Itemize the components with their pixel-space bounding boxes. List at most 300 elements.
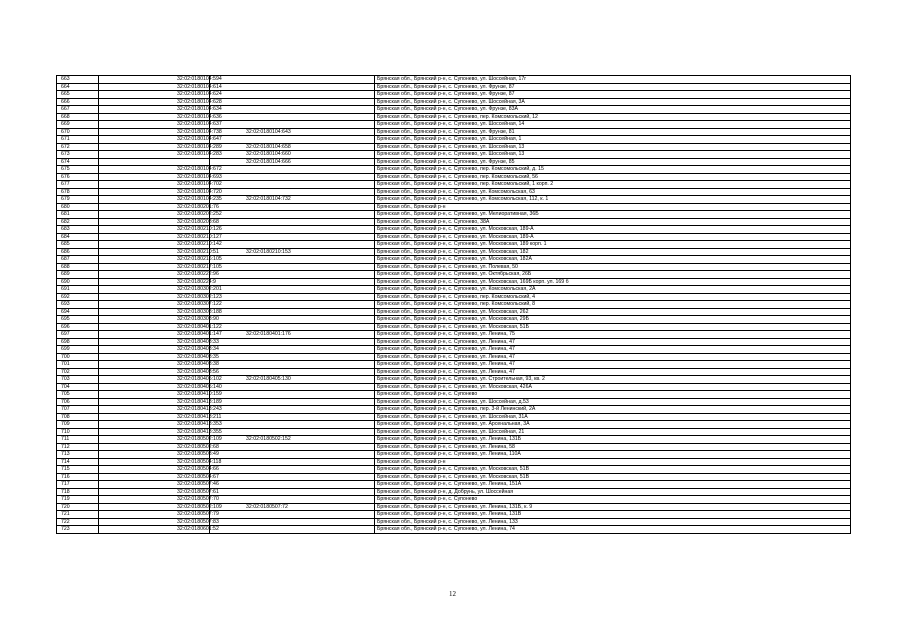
row-number-cell: 667 bbox=[57, 106, 99, 114]
cadastral-number-cell: 32:02:0180210:126 bbox=[99, 226, 210, 234]
table-row bbox=[57, 196, 851, 204]
address-cell: Брянская обл., Брянский р-н bbox=[375, 203, 851, 211]
row-number-cell: 665 bbox=[57, 91, 99, 99]
table-row bbox=[57, 428, 851, 436]
address-cell: Брянская обл., Брянский р-н, с. Супонево, ул. Московская, 426А bbox=[375, 383, 851, 391]
row-number-cell: 684 bbox=[57, 233, 99, 241]
row-number-cell: 691 bbox=[57, 286, 99, 294]
cadastral-number-cell: 32:02:0180403:56 bbox=[99, 368, 210, 376]
address-cell: Брянская обл., Брянский р-н, с. Супонево, ул. Фрунзе, 85 bbox=[375, 158, 851, 166]
table-row bbox=[57, 308, 851, 316]
table-row bbox=[57, 316, 851, 324]
address-cell: Брянская обл., Брянский р-н, с. Супонево bbox=[375, 391, 851, 399]
row-number-cell: 706 bbox=[57, 398, 99, 406]
table-row bbox=[57, 436, 851, 444]
row-number-cell: 692 bbox=[57, 293, 99, 301]
cadastral-number-cell: 32:02:0180104:594 bbox=[99, 76, 210, 84]
previous-number-cell bbox=[210, 428, 375, 436]
previous-number-cell bbox=[210, 451, 375, 459]
address-cell: Брянская обл., Брянский р-н, с. Супонево, ул. Ленина, 151А bbox=[375, 481, 851, 489]
row-number-cell: 681 bbox=[57, 211, 99, 219]
cadastral-number-cell: 32:02:0180104:702 bbox=[99, 181, 210, 189]
previous-number-cell: 32:02:0180401:176 bbox=[210, 331, 375, 339]
address-cell: Брянская обл., Брянский р-н, с. Супонево, ул. Шоссейная, 13 bbox=[375, 151, 851, 159]
address-cell: Брянская обл., Брянский р-н, с. Супонево, пер. Комсомольский, 1 корп. 2 bbox=[375, 181, 851, 189]
previous-number-cell bbox=[210, 511, 375, 519]
previous-number-cell bbox=[210, 226, 375, 234]
cadastral-number-cell: 32:02:0180401:122 bbox=[99, 323, 210, 331]
cadastral-number-cell: 32:02:0180502:68 bbox=[99, 443, 210, 451]
cadastral-number-cell: 32:02:0180104:636 bbox=[99, 113, 210, 121]
previous-number-cell: 32:02:0180104:666 bbox=[210, 158, 375, 166]
address-cell: Брянская обл., Брянский р-н, с. Супонево, 38А bbox=[375, 218, 851, 226]
cadastral-number-cell: 32:02:0180216:105 bbox=[99, 256, 210, 264]
table-row bbox=[57, 218, 851, 226]
table-row bbox=[57, 128, 851, 136]
table-row bbox=[57, 406, 851, 414]
previous-number-cell bbox=[210, 211, 375, 219]
cadastral-number-cell: 32:02:0180413:243 bbox=[99, 406, 210, 414]
address-cell: Брянская обл., Брянский р-н, с. Супонево, ул. Московская, 182А bbox=[375, 256, 851, 264]
table-row bbox=[57, 136, 851, 144]
row-number-cell: 676 bbox=[57, 173, 99, 181]
table-row bbox=[57, 256, 851, 264]
address-cell: Брянская обл., Брянский р-н, с. Супонево, ул. Строительная, 93, кв. 2 bbox=[375, 376, 851, 384]
cadastral-number-cell: 32:02:0180302:201 bbox=[99, 286, 210, 294]
table-row bbox=[57, 488, 851, 496]
row-number-cell: 710 bbox=[57, 428, 99, 436]
table-body bbox=[57, 76, 851, 534]
cadastral-number-cell: 32:02:0180507:70 bbox=[99, 496, 210, 504]
previous-number-cell bbox=[210, 323, 375, 331]
cadastral-number-cell: 32:02:0180222:96 bbox=[99, 271, 210, 279]
previous-number-cell bbox=[210, 301, 375, 309]
previous-number-cell: 32:02:0180502:152 bbox=[210, 436, 375, 444]
previous-number-cell: 32:02:0180104:660 bbox=[210, 151, 375, 159]
address-cell: Брянская обл., Брянский р-н, с. Супонево, ул. Фрунзе, 87 bbox=[375, 91, 851, 99]
address-cell: Брянская обл., Брянский р-н, с. Супонево, ул. Ленина, 47 bbox=[375, 353, 851, 361]
row-number-cell: 715 bbox=[57, 466, 99, 474]
row-number-cell: 663 bbox=[57, 76, 99, 84]
table-row bbox=[57, 158, 851, 166]
cadastral-number-cell: 32:02:0180405:140 bbox=[99, 383, 210, 391]
cadastral-number-cell: 32:02:0180104:720 bbox=[99, 188, 210, 196]
row-number-cell: 670 bbox=[57, 128, 99, 136]
cadastral-number-cell: 32:02:0180413:189 bbox=[99, 398, 210, 406]
row-number-cell: 713 bbox=[57, 451, 99, 459]
cadastral-number-cell: 32:02:0180504:66 bbox=[99, 466, 210, 474]
previous-number-cell bbox=[210, 316, 375, 324]
previous-number-cell: 32:02:0180507:72 bbox=[210, 503, 375, 511]
row-number-cell: 669 bbox=[57, 121, 99, 129]
row-number-cell: 716 bbox=[57, 473, 99, 481]
row-number-cell: 693 bbox=[57, 301, 99, 309]
table-row bbox=[57, 233, 851, 241]
previous-number-cell: 32:02:0180210:153 bbox=[210, 248, 375, 256]
row-number-cell: 697 bbox=[57, 331, 99, 339]
cadastral-number-cell: 32:02:0180601:52 bbox=[99, 526, 210, 534]
previous-number-cell bbox=[210, 488, 375, 496]
table-row bbox=[57, 376, 851, 384]
row-number-cell: 672 bbox=[57, 143, 99, 151]
table-row bbox=[57, 331, 851, 339]
address-cell: Брянская обл., Брянский р-н, с. Супонево, ул. Октябрьская, 26Б bbox=[375, 271, 851, 279]
row-number-cell: 687 bbox=[57, 256, 99, 264]
previous-number-cell bbox=[210, 203, 375, 211]
table-row bbox=[57, 346, 851, 354]
table-row bbox=[57, 98, 851, 106]
previous-number-cell bbox=[210, 308, 375, 316]
address-cell: Брянская обл., Брянский р-н, с. Супонево, ул. Московская, 51В bbox=[375, 473, 851, 481]
previous-number-cell bbox=[210, 413, 375, 421]
previous-number-cell bbox=[210, 91, 375, 99]
address-cell: Брянская обл., Брянский р-н, с. Супонево, ул. Шоссейная, 1 bbox=[375, 136, 851, 144]
cadastral-table bbox=[56, 75, 851, 534]
previous-number-cell bbox=[210, 293, 375, 301]
address-cell: Брянская обл., Брянский р-н, с. Супонево, ул. Шоссейная, 31А bbox=[375, 413, 851, 421]
previous-number-cell bbox=[210, 526, 375, 534]
row-number-cell: 679 bbox=[57, 196, 99, 204]
address-cell: Брянская обл., Брянский р-н, с. Супонево, ул. Ленина, 110А bbox=[375, 451, 851, 459]
cadastral-number-cell: 32:02:0180210:51 bbox=[99, 248, 210, 256]
previous-number-cell bbox=[210, 263, 375, 271]
table-row bbox=[57, 181, 851, 189]
cadastral-number-cell: 32:02:0180104:614 bbox=[99, 83, 210, 91]
previous-number-cell bbox=[210, 233, 375, 241]
table-row bbox=[57, 391, 851, 399]
cadastral-number-cell: 32:02:0180507:79 bbox=[99, 511, 210, 519]
address-cell: Брянская обл., Брянский р-н, с. Супонево, пер. Комсомольский, 56 bbox=[375, 173, 851, 181]
table-row bbox=[57, 526, 851, 534]
table-row bbox=[57, 511, 851, 519]
previous-number-cell bbox=[210, 241, 375, 249]
row-number-cell: 696 bbox=[57, 323, 99, 331]
table-row bbox=[57, 323, 851, 331]
previous-number-cell bbox=[210, 83, 375, 91]
table-row bbox=[57, 383, 851, 391]
table-row bbox=[57, 278, 851, 286]
table-row bbox=[57, 458, 851, 466]
cadastral-number-cell: 32:02:0180504:67 bbox=[99, 473, 210, 481]
table-row bbox=[57, 91, 851, 99]
table-row bbox=[57, 496, 851, 504]
table-row bbox=[57, 113, 851, 121]
previous-number-cell bbox=[210, 398, 375, 406]
table-row bbox=[57, 398, 851, 406]
cadastral-number-cell: 32:02:0180507:46 bbox=[99, 481, 210, 489]
address-cell: Брянская обл., Брянский р-н, с. Супонево, ул. Ленина, 131В bbox=[375, 511, 851, 519]
previous-number-cell bbox=[210, 166, 375, 174]
address-cell: Брянская обл., Брянский р-н, с. Супонево, ул. Шоссейная, 17г bbox=[375, 76, 851, 84]
previous-number-cell bbox=[210, 496, 375, 504]
row-number-cell: 666 bbox=[57, 98, 99, 106]
cadastral-number-cell: 32:02:0180104:624 bbox=[99, 91, 210, 99]
previous-number-cell bbox=[210, 136, 375, 144]
previous-number-cell bbox=[210, 271, 375, 279]
row-number-cell: 689 bbox=[57, 271, 99, 279]
address-cell: Брянская обл., Брянский р-н, с. Супонево, пер. Комсомольский, 12 bbox=[375, 113, 851, 121]
previous-number-cell bbox=[210, 278, 375, 286]
table-row bbox=[57, 151, 851, 159]
address-cell: Брянская обл., Брянский р-н, с. Супонево, ул. Ленина, 131Б bbox=[375, 436, 851, 444]
previous-number-cell: 32:02:0180104:643 bbox=[210, 128, 375, 136]
cadastral-number-cell: 32:02:0180410:159 bbox=[99, 391, 210, 399]
row-number-cell: 688 bbox=[57, 263, 99, 271]
cadastral-number-cell: 32:02:0180403:38 bbox=[99, 361, 210, 369]
address-cell: Брянская обл., Брянский р-н, с. Супонево, ул. Комсомольская, 2А bbox=[375, 286, 851, 294]
table-row bbox=[57, 443, 851, 451]
address-cell: Брянская обл., Брянский р-н, с. Супонево, ул. Ленина, 47 bbox=[375, 361, 851, 369]
row-number-cell: 686 bbox=[57, 248, 99, 256]
address-cell: Брянская обл., Брянский р-н, с. Супонево, ул. Московская, 51В bbox=[375, 466, 851, 474]
row-number-cell: 707 bbox=[57, 406, 99, 414]
address-cell: Брянская обл., Брянский р-н, с. Супонево, ул. Московская, 189 корп. 1 bbox=[375, 241, 851, 249]
previous-number-cell bbox=[210, 98, 375, 106]
cadastral-number-cell: 32:02:0180403:33 bbox=[99, 338, 210, 346]
row-number-cell: 718 bbox=[57, 488, 99, 496]
cadastral-number-cell: 32:02:0180104:283 bbox=[99, 151, 210, 159]
cadastral-number-cell: 32:02:0180217:105 bbox=[99, 263, 210, 271]
cadastral-number-cell: 32:02:0180307:122 bbox=[99, 301, 210, 309]
row-number-cell: 664 bbox=[57, 83, 99, 91]
previous-number-cell bbox=[210, 106, 375, 114]
cadastral-number-cell: 32:02:0180302:123 bbox=[99, 293, 210, 301]
address-cell: Брянская обл., Брянский р-н, д. Добрунь, ул. Шоссейная bbox=[375, 488, 851, 496]
cadastral-number-cell: 32:02:0180401:147 bbox=[99, 331, 210, 339]
previous-number-cell: 32:02:0180104:732 bbox=[210, 196, 375, 204]
table-row bbox=[57, 361, 851, 369]
previous-number-cell bbox=[210, 286, 375, 294]
cadastral-number-cell: 32:02:0180104:628 bbox=[99, 98, 210, 106]
previous-number-cell bbox=[210, 338, 375, 346]
address-cell: Брянская обл., Брянский р-н, с. Супонево bbox=[375, 496, 851, 504]
row-number-cell: 705 bbox=[57, 391, 99, 399]
row-number-cell: 702 bbox=[57, 368, 99, 376]
row-number-cell: 673 bbox=[57, 151, 99, 159]
address-cell: Брянская обл., Брянский р-н, с. Супонево, ул. Московская, 29Б bbox=[375, 316, 851, 324]
table-row bbox=[57, 226, 851, 234]
address-cell: Брянская обл., Брянский р-н, с. Супонево, ул. Арсенальная, 3А bbox=[375, 421, 851, 429]
cadastral-number-cell: 32:02:0180224:9 bbox=[99, 278, 210, 286]
row-number-cell: 723 bbox=[57, 526, 99, 534]
address-cell: Брянская обл., Брянский р-н, с. Супонево, ул. Шоссейная, 3А bbox=[375, 98, 851, 106]
address-cell: Брянская обл., Брянский р-н, с. Супонево, ул. Ленина, 133 bbox=[375, 518, 851, 526]
previous-number-cell bbox=[210, 346, 375, 354]
table-row bbox=[57, 188, 851, 196]
row-number-cell: 694 bbox=[57, 308, 99, 316]
cadastral-number-cell: 32:02:0180104:637 bbox=[99, 121, 210, 129]
previous-number-cell bbox=[210, 473, 375, 481]
cadastral-number-cell: 32:02:0180502:109 bbox=[99, 503, 210, 511]
table-row bbox=[57, 166, 851, 174]
previous-number-cell bbox=[210, 443, 375, 451]
address-cell: Брянская обл., Брянский р-н, с. Супонево, пер. Комсомольский, 8 bbox=[375, 301, 851, 309]
row-number-cell: 703 bbox=[57, 376, 99, 384]
cadastral-number-cell: 32:02:0180507:83 bbox=[99, 518, 210, 526]
address-cell: Брянская обл., Брянский р-н, с. Супонево, ул. Шоссейная, д.53 bbox=[375, 398, 851, 406]
row-number-cell: 674 bbox=[57, 158, 99, 166]
row-number-cell: 720 bbox=[57, 503, 99, 511]
row-number-cell: 722 bbox=[57, 518, 99, 526]
row-number-cell: 700 bbox=[57, 353, 99, 361]
address-cell: Брянская обл., Брянский р-н, с. Супонево, ул. Фрунзе, 81 bbox=[375, 128, 851, 136]
cadastral-number-cell: 32:02:0180202:252 bbox=[99, 211, 210, 219]
address-cell: Брянская обл., Брянский р-н, с. Супонево, ул. Полевая, 50 bbox=[375, 263, 851, 271]
table-row bbox=[57, 271, 851, 279]
previous-number-cell bbox=[210, 121, 375, 129]
address-cell: Брянская обл., Брянский р-н, с. Супонево, ул. Ленина, 47 bbox=[375, 368, 851, 376]
table-row bbox=[57, 76, 851, 84]
table-row bbox=[57, 286, 851, 294]
table-row bbox=[57, 121, 851, 129]
address-cell: Брянская обл., Брянский р-н, с. Супонево, ул. Московская, 182 bbox=[375, 248, 851, 256]
cadastral-number-cell: 32:02:0180104:289 bbox=[99, 143, 210, 151]
table-row bbox=[57, 353, 851, 361]
row-number-cell: 680 bbox=[57, 203, 99, 211]
previous-number-cell bbox=[210, 256, 375, 264]
table-row bbox=[57, 413, 851, 421]
cadastral-number-cell: 32:02:0180308:90 bbox=[99, 316, 210, 324]
row-number-cell: 704 bbox=[57, 383, 99, 391]
previous-number-cell bbox=[210, 218, 375, 226]
table-row bbox=[57, 503, 851, 511]
row-number-cell: 678 bbox=[57, 188, 99, 196]
table-row bbox=[57, 451, 851, 459]
cadastral-number-cell: 32:02:0180413:211 bbox=[99, 413, 210, 421]
previous-number-cell bbox=[210, 406, 375, 414]
row-number-cell: 683 bbox=[57, 226, 99, 234]
cadastral-number-cell: 32:02:0180413:355 bbox=[99, 428, 210, 436]
address-cell: Брянская обл., Брянский р-н, с. Супонево, ул. Ленина, 75 bbox=[375, 331, 851, 339]
address-cell: Брянская обл., Брянский р-н, с. Супонево, пер. Комсомольский, 4 bbox=[375, 293, 851, 301]
row-number-cell: 695 bbox=[57, 316, 99, 324]
table-row bbox=[57, 173, 851, 181]
table-row bbox=[57, 481, 851, 489]
previous-number-cell: 32:02:0180104:658 bbox=[210, 143, 375, 151]
row-number-cell: 708 bbox=[57, 413, 99, 421]
row-number-cell: 712 bbox=[57, 443, 99, 451]
row-number-cell: 714 bbox=[57, 458, 99, 466]
cadastral-number-cell bbox=[99, 158, 210, 166]
address-cell: Брянская обл., Брянский р-н, с. Супонево, ул. Ленина, 74 bbox=[375, 526, 851, 534]
previous-number-cell bbox=[210, 188, 375, 196]
row-number-cell: 671 bbox=[57, 136, 99, 144]
cadastral-number-cell: 32:02:0180104:634 bbox=[99, 106, 210, 114]
cadastral-number-cell: 32:02:0180507:61 bbox=[99, 488, 210, 496]
cadastral-number-cell: 32:02:0180504:118 bbox=[99, 458, 210, 466]
address-cell: Брянская обл., Брянский р-н, с. Супонево, ул. Комсомольская, 112, к. 1 bbox=[375, 196, 851, 204]
table-row bbox=[57, 211, 851, 219]
table-row bbox=[57, 106, 851, 114]
row-number-cell: 699 bbox=[57, 346, 99, 354]
cadastral-number-cell: 32:02:0180201:76 bbox=[99, 203, 210, 211]
previous-number-cell bbox=[210, 466, 375, 474]
cadastral-number-cell: 32:02:0180210:127 bbox=[99, 233, 210, 241]
address-cell: Брянская обл., Брянский р-н, с. Супонево, пер. 3-й Ленинский, 2А bbox=[375, 406, 851, 414]
previous-number-cell bbox=[210, 361, 375, 369]
previous-number-cell bbox=[210, 353, 375, 361]
address-cell: Брянская обл., Брянский р-н, с. Супонево, ул. Комсомольская, 63 bbox=[375, 188, 851, 196]
table-row bbox=[57, 248, 851, 256]
cadastral-number-cell: 32:02:0180403:34 bbox=[99, 346, 210, 354]
previous-number-cell bbox=[210, 518, 375, 526]
row-number-cell: 677 bbox=[57, 181, 99, 189]
previous-number-cell bbox=[210, 113, 375, 121]
previous-number-cell bbox=[210, 391, 375, 399]
table-row bbox=[57, 421, 851, 429]
address-cell: Брянская обл., Брянский р-н, с. Супонево, ул. Шоссейная, 13 bbox=[375, 143, 851, 151]
table-row bbox=[57, 263, 851, 271]
table-row bbox=[57, 143, 851, 151]
table-row bbox=[57, 473, 851, 481]
previous-number-cell bbox=[210, 421, 375, 429]
row-number-cell: 675 bbox=[57, 166, 99, 174]
cadastral-number-cell: 32:02:0180210:142 bbox=[99, 241, 210, 249]
row-number-cell: 685 bbox=[57, 241, 99, 249]
row-number-cell: 701 bbox=[57, 361, 99, 369]
address-cell: Брянская обл., Брянский р-н, с. Супонево, ул. Шоссейная, 14 bbox=[375, 121, 851, 129]
previous-number-cell: 32:02:0180405:130 bbox=[210, 376, 375, 384]
cadastral-number-cell: 32:02:0180502:109 bbox=[99, 436, 210, 444]
cadastral-number-cell: 32:02:0180503:49 bbox=[99, 451, 210, 459]
address-cell: Брянская обл., Брянский р-н, с. Супонево, ул. Московская, 189-А bbox=[375, 226, 851, 234]
cadastral-number-cell: 32:02:0180104:235 bbox=[99, 196, 210, 204]
table-row bbox=[57, 338, 851, 346]
address-cell: Брянская обл., Брянский р-н, с. Супонево, ул. Ленина, 58 bbox=[375, 443, 851, 451]
table-row bbox=[57, 203, 851, 211]
address-cell: Брянская обл., Брянский р-н, с. Супонево, ул. Фрунзе, 83А bbox=[375, 106, 851, 114]
table-row bbox=[57, 301, 851, 309]
address-cell: Брянская обл., Брянский р-н, с. Супонево, ул. Ленина, 47 bbox=[375, 338, 851, 346]
cadastral-number-cell: 32:02:0180403:35 bbox=[99, 353, 210, 361]
previous-number-cell bbox=[210, 368, 375, 376]
row-number-cell: 719 bbox=[57, 496, 99, 504]
row-number-cell: 668 bbox=[57, 113, 99, 121]
row-number-cell: 690 bbox=[57, 278, 99, 286]
address-cell: Брянская обл., Брянский р-н, с. Супонево, ул. Московская, 262 bbox=[375, 308, 851, 316]
address-cell: Брянская обл., Брянский р-н bbox=[375, 458, 851, 466]
table-row bbox=[57, 466, 851, 474]
previous-number-cell bbox=[210, 173, 375, 181]
row-number-cell: 717 bbox=[57, 481, 99, 489]
cadastral-number-cell: 32:02:0180208:68 bbox=[99, 218, 210, 226]
address-cell: Брянская обл., Брянский р-н, с. Супонево, ул. Ленина, 131Б, к. 9 bbox=[375, 503, 851, 511]
page-number: 12 bbox=[449, 590, 456, 598]
previous-number-cell bbox=[210, 181, 375, 189]
table-row bbox=[57, 368, 851, 376]
cadastral-number-cell: 32:02:0180104:647 bbox=[99, 136, 210, 144]
cadastral-number-cell: 32:02:0180104:738 bbox=[99, 128, 210, 136]
cadastral-number-cell: 32:02:0180104:672 bbox=[99, 166, 210, 174]
row-number-cell: 721 bbox=[57, 511, 99, 519]
address-cell: Брянская обл., Брянский р-н, с. Супонево, ул. Московская, 189-А bbox=[375, 233, 851, 241]
address-cell: Брянская обл., Брянский р-н, с. Супонево, ул. Московская, 169Б корп. ул. 169 б bbox=[375, 278, 851, 286]
address-cell: Брянская обл., Брянский р-н, с. Супонево, ул. Ленина, 47 bbox=[375, 346, 851, 354]
address-cell: Брянская обл., Брянский р-н, с. Супонево, ул. Московская, 51Б bbox=[375, 323, 851, 331]
address-cell: Брянская обл., Брянский р-н, с. Супонево, ул. Мелиоративная, 36Б bbox=[375, 211, 851, 219]
table-row bbox=[57, 518, 851, 526]
table-row bbox=[57, 293, 851, 301]
address-cell: Брянская обл., Брянский р-н, с. Супонево, ул. Шоссейная, 21 bbox=[375, 428, 851, 436]
address-cell: Брянская обл., Брянский р-н, с. Супонево, ул. Фрунзе, 87 bbox=[375, 83, 851, 91]
cadastral-number-cell: 32:02:0180413:353 bbox=[99, 421, 210, 429]
cadastral-number-cell: 32:02:0180405:102 bbox=[99, 376, 210, 384]
previous-number-cell bbox=[210, 76, 375, 84]
row-number-cell: 698 bbox=[57, 338, 99, 346]
address-cell: Брянская обл., Брянский р-н, с. Супонево, пер. Комсомольский, д. 15 bbox=[375, 166, 851, 174]
previous-number-cell bbox=[210, 481, 375, 489]
row-number-cell: 709 bbox=[57, 421, 99, 429]
